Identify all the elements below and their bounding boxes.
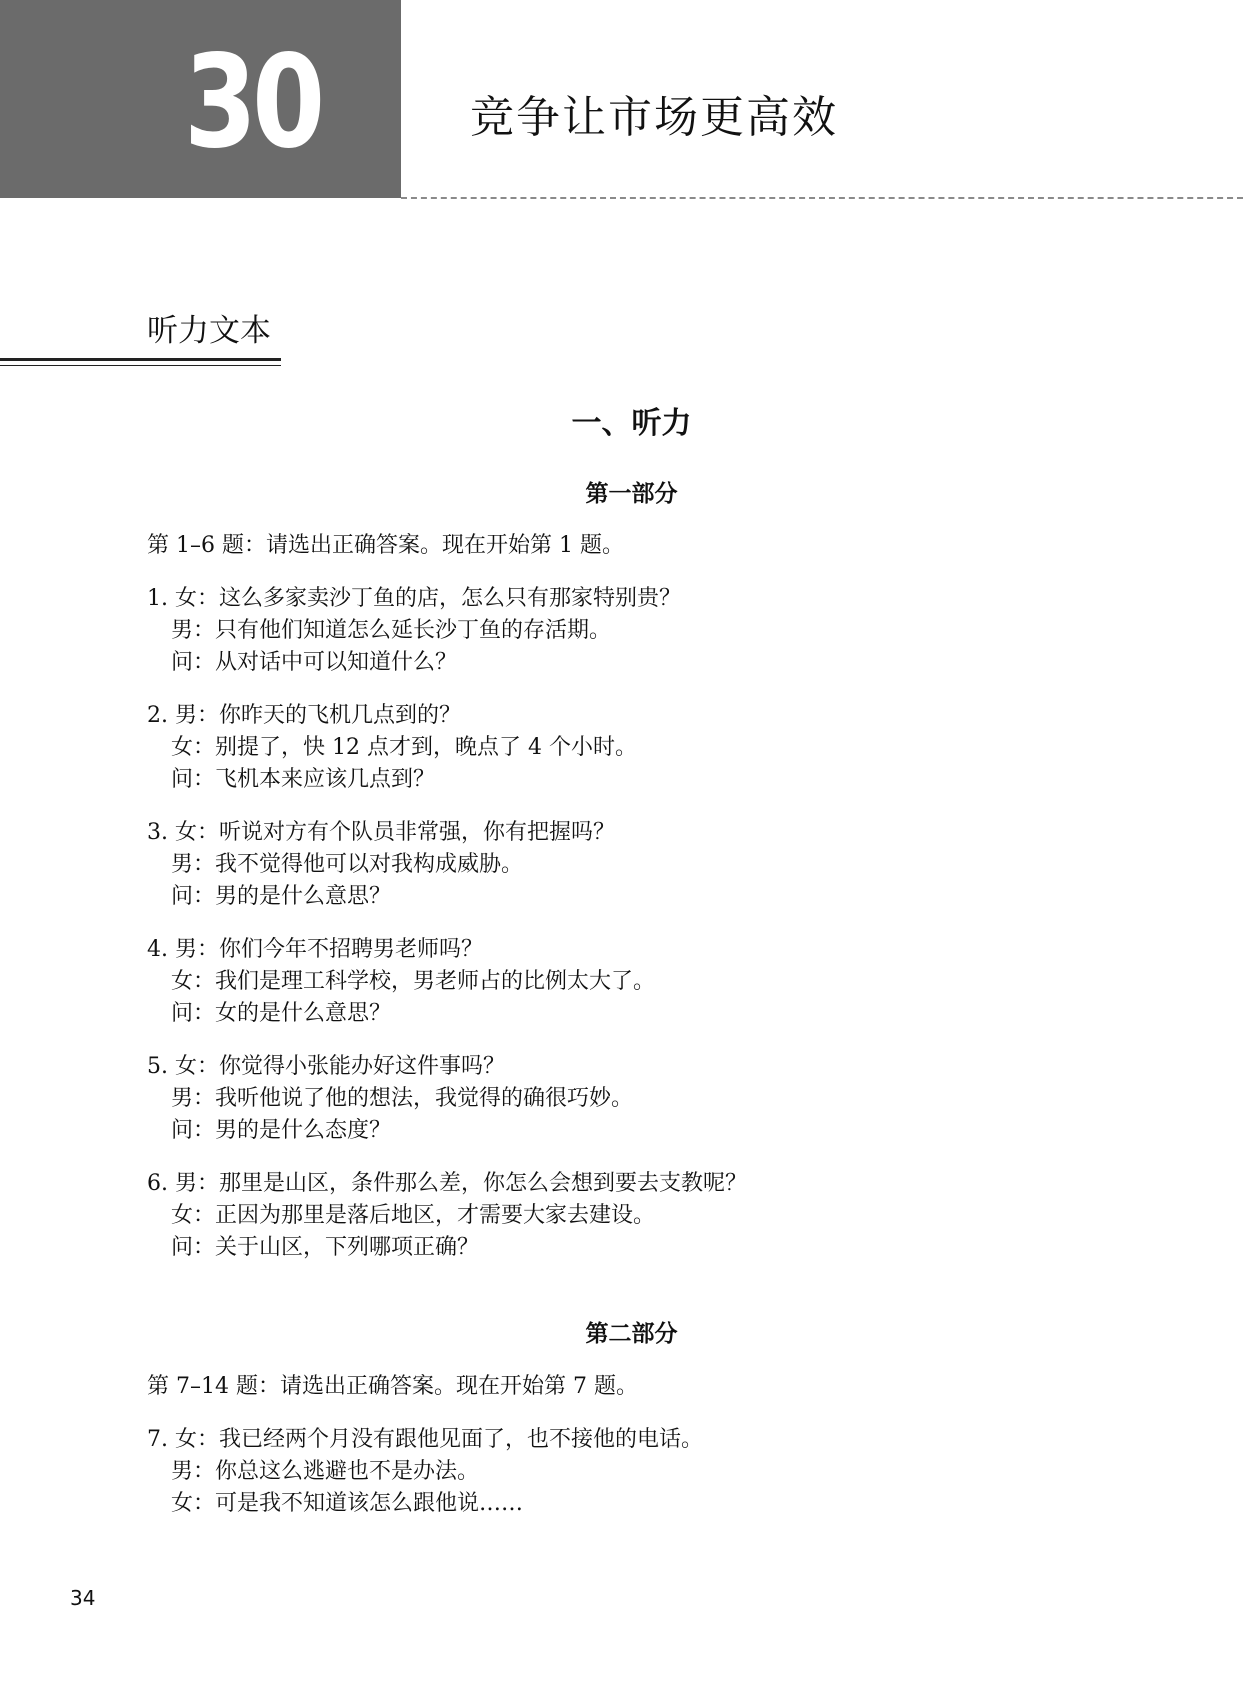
dialogue-line: 7. 女：我已经两个月没有跟他见面了，也不接他的电话。: [147, 1427, 703, 1452]
chapter-number-block: [0, 0, 401, 198]
part2-instruction: 第 7–14 题：请选出正确答案。现在开始第 7 题。: [147, 1374, 638, 1399]
dialogue-line: 6. 男：那里是山区，条件那么差，你怎么会想到要去支教呢？: [147, 1171, 747, 1196]
part1-heading: 第一部分: [585, 481, 678, 507]
question-line: 问：关于山区，下列哪项正确？: [171, 1235, 480, 1260]
dialogue-line: 女：别提了，快 12 点才到，晚点了 4 个小时。: [171, 735, 637, 760]
section-heading: 听力文本: [147, 313, 271, 349]
part1-instruction: 第 1–6 题：请选出正确答案。现在开始第 1 题。: [147, 533, 624, 558]
dialogue-line: 女：正因为那里是落后地区，才需要大家去建设。: [171, 1203, 656, 1228]
page-number: 34: [70, 1586, 96, 1610]
question-line: 问：男的是什么态度？: [171, 1118, 392, 1143]
dialogue-line: 5. 女：你觉得小张能办好这件事吗？: [147, 1054, 505, 1079]
dialogue-line: 男：你总这么逃避也不是办法。: [171, 1459, 480, 1484]
question-line: 问：男的是什么意思？: [171, 884, 392, 909]
dialogue-line: 2. 男：你昨天的飞机几点到的？: [147, 703, 461, 728]
chapter-number: 30: [184, 28, 321, 177]
part2-heading: 第二部分: [585, 1321, 678, 1347]
dialogue-line: 女：我们是理工科学校，男老师占的比例太大了。: [171, 969, 656, 994]
section-rule-thick: [0, 358, 281, 361]
listening-heading: 一、听力: [571, 406, 692, 441]
dialogue-line: 3. 女：听说对方有个队员非常强，你有把握吗？: [147, 820, 615, 845]
dialogue-line: 男：我听他说了他的想法，我觉得的确很巧妙。: [171, 1086, 634, 1111]
header-dashed-divider: [401, 197, 1243, 199]
dialogue-line: 男：只有他们知道怎么延长沙丁鱼的存活期。: [171, 618, 612, 643]
question-line: 问：从对话中可以知道什么？: [171, 650, 458, 675]
question-line: 问：飞机本来应该几点到？: [171, 767, 436, 792]
dialogue-line: 女：可是我不知道该怎么跟他说……: [171, 1491, 524, 1516]
dialogue-line: 男：我不觉得他可以对我构成威胁。: [171, 852, 524, 877]
dialogue-line: 1. 女：这么多家卖沙丁鱼的店，怎么只有那家特别贵？: [147, 586, 681, 611]
dialogue-line: 4. 男：你们今年不招聘男老师吗？: [147, 937, 483, 962]
section-rule-thin: [0, 365, 281, 366]
chapter-title: 竞争让市场更高效: [470, 92, 838, 143]
question-line: 问：女的是什么意思？: [171, 1001, 392, 1026]
